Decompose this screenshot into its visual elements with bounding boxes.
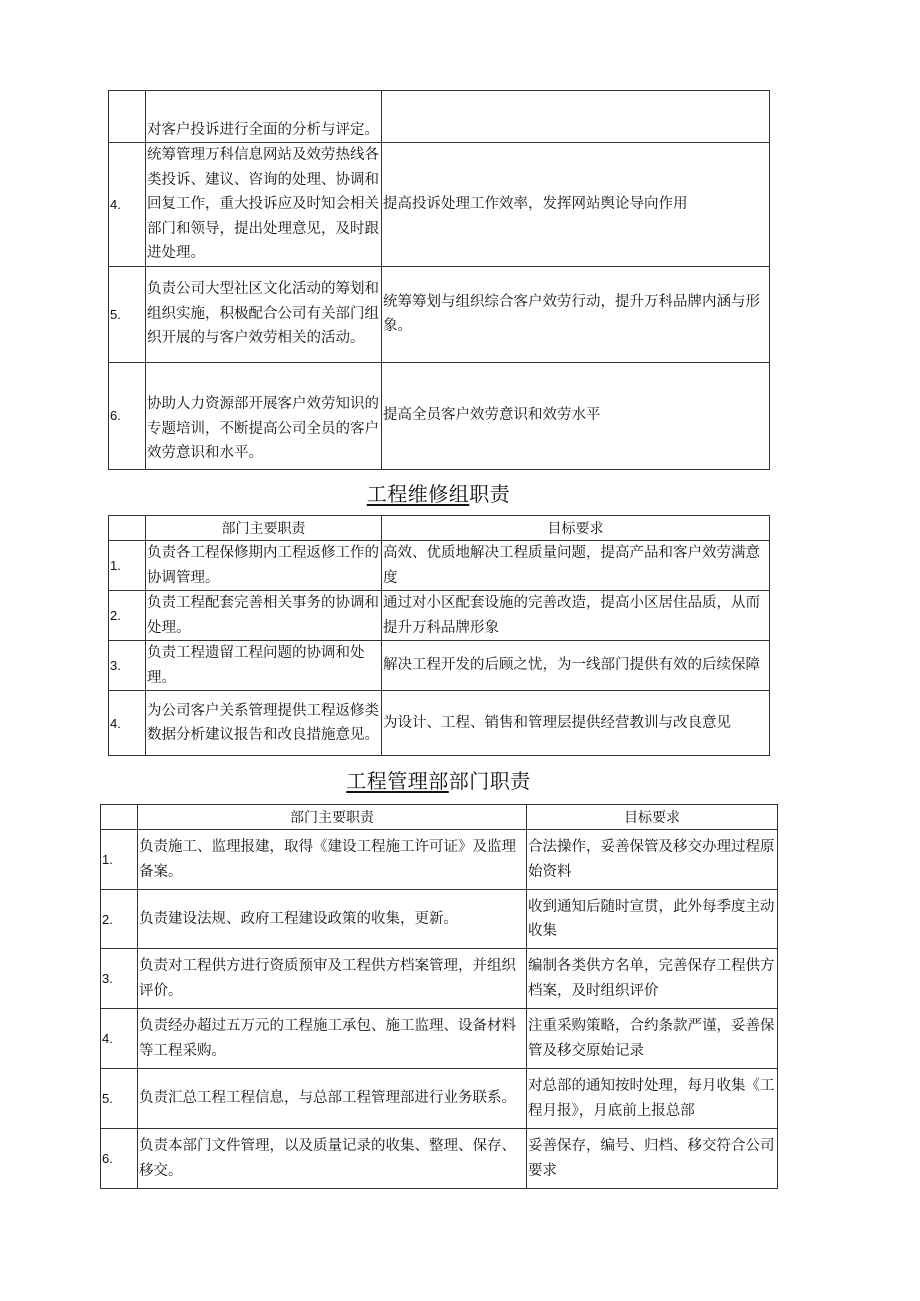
maintenance-duties-table <box>108 515 770 756</box>
row-number <box>109 91 146 143</box>
header-duty: 部门主要职责 <box>146 516 382 541</box>
duty-cell: 协助人力资源部开展客户效劳知识的专题培训，不断提高公司全员的客户效劳意识和水平。 <box>146 362 382 469</box>
table-row <box>101 949 778 1009</box>
target-cell: 统筹筹划与组织综合客户效劳行动，提升万科品牌内涵与形象。 <box>382 266 770 362</box>
target-cell: 注重采购策略，合约条款严谨，妥善保管及移交原始记录 <box>527 1009 778 1069</box>
target-cell: 高效、优质地解决工程质量问题，提高产品和客户效劳满意度 <box>382 541 770 591</box>
header-target: 目标要求 <box>527 805 778 830</box>
duty-cell: 负责各工程保修期内工程返修工作的协调管理。 <box>146 541 382 591</box>
row-number: 4. <box>109 691 146 756</box>
row-number: 3. <box>101 949 138 1009</box>
customer-service-duties-table <box>108 90 770 470</box>
title-rest-part: 部门职责 <box>448 769 531 793</box>
target-cell: 对总部的通知按时处理，每月收集《工程月报》，月底前上报总部 <box>527 1069 778 1129</box>
row-number: 2. <box>109 591 146 641</box>
title-underlined-part: 工程维修组 <box>366 482 470 506</box>
table-row <box>109 641 770 691</box>
table-row <box>109 541 770 591</box>
table-row <box>109 91 770 143</box>
duty-cell: 负责对工程供方进行资质预审及工程供方档案管理，并组织评价。 <box>138 949 527 1009</box>
duty-cell: 对客户投诉进行全面的分析与评定。 <box>146 91 382 143</box>
target-cell: 妥善保存，编号、归档、移交符合公司要求 <box>527 1129 778 1189</box>
duty-cell: 负责施工、监理报建，取得《建设工程施工许可证》及监理备案。 <box>138 830 527 890</box>
duty-cell: 负责建设法规、政府工程建设政策的收集，更新。 <box>138 890 527 949</box>
target-cell: 解决工程开发的后顾之忧，为一线部门提供有效的后续保障 <box>382 641 770 691</box>
row-number: 3. <box>109 641 146 691</box>
row-number: 5. <box>109 266 146 362</box>
duty-cell: 负责工程配套完善相关事务的协调和处理。 <box>146 591 382 641</box>
row-number: 2. <box>101 890 138 949</box>
row-number: 6. <box>109 362 146 469</box>
table-row <box>101 890 778 949</box>
duty-cell: 负责汇总工程工程信息，与总部工程管理部进行业务联系。 <box>138 1069 527 1129</box>
duty-cell: 为公司客户关系管理提供工程返修类数据分析建议报告和改良措施意见。 <box>146 691 382 756</box>
table-row <box>109 143 770 267</box>
target-cell: 为设计、工程、销售和管理层提供经营教训与改良意见 <box>382 691 770 756</box>
duty-cell: 负责工程遗留工程问题的协调和处理。 <box>146 641 382 691</box>
header-empty <box>101 805 138 830</box>
target-cell: 编制各类供方名单，完善保存工程供方档案，及时组织评价 <box>527 949 778 1009</box>
target-cell: 提高全员客户效劳意识和效劳水平 <box>382 362 770 469</box>
table-header-row <box>109 516 770 541</box>
section-title-maintenance <box>108 478 769 507</box>
row-number: 6. <box>101 1129 138 1189</box>
table-header-row <box>101 805 778 830</box>
target-cell: 提高投诉处理工作效率，发挥网站舆论导向作用 <box>382 143 770 267</box>
row-number: 4. <box>101 1009 138 1069</box>
row-number: 1. <box>101 830 138 890</box>
duty-cell: 负责公司大型社区文化活动的筹划和组织实施，积极配合公司有关部门组织开展的与客户效劳相关的活动。 <box>146 266 382 362</box>
table-row <box>101 1129 778 1189</box>
duty-cell: 统筹管理万科信息网站及效劳热线各类投诉、建议、咨询的处理、协调和回复工作，重大投诉应及时知会相关部门和领导，提出处理意见，及时跟进处理。 <box>146 143 382 267</box>
table-row <box>109 691 770 756</box>
table-row <box>101 1069 778 1129</box>
header-target: 目标要求 <box>382 516 770 541</box>
target-cell <box>382 91 770 143</box>
row-number: 1. <box>109 541 146 591</box>
title-underlined-part: 工程管理部 <box>346 769 449 793</box>
engineering-duties-table <box>100 804 778 1189</box>
title-rest-part: 职责 <box>469 482 511 506</box>
header-empty <box>109 516 146 541</box>
table-row <box>101 1009 778 1069</box>
table-row <box>109 266 770 362</box>
duty-cell: 负责经办超过五万元的工程施工承包、施工监理、设备材料等工程采购。 <box>138 1009 527 1069</box>
header-duty: 部门主要职责 <box>138 805 527 830</box>
duty-cell: 负责本部门文件管理，以及质量记录的收集、整理、保存、移交。 <box>138 1129 527 1189</box>
table-row <box>109 591 770 641</box>
section-title-engineering <box>100 765 777 794</box>
target-cell: 收到通知后随时宣贯，此外每季度主动收集 <box>527 890 778 949</box>
target-cell: 合法操作，妥善保管及移交办理过程原始资料 <box>527 830 778 890</box>
row-number: 4. <box>109 143 146 267</box>
target-cell: 通过对小区配套设施的完善改造，提高小区居住品质，从而提升万科品牌形象 <box>382 591 770 641</box>
table-row <box>109 362 770 469</box>
row-number: 5. <box>101 1069 138 1129</box>
table-row <box>101 830 778 890</box>
